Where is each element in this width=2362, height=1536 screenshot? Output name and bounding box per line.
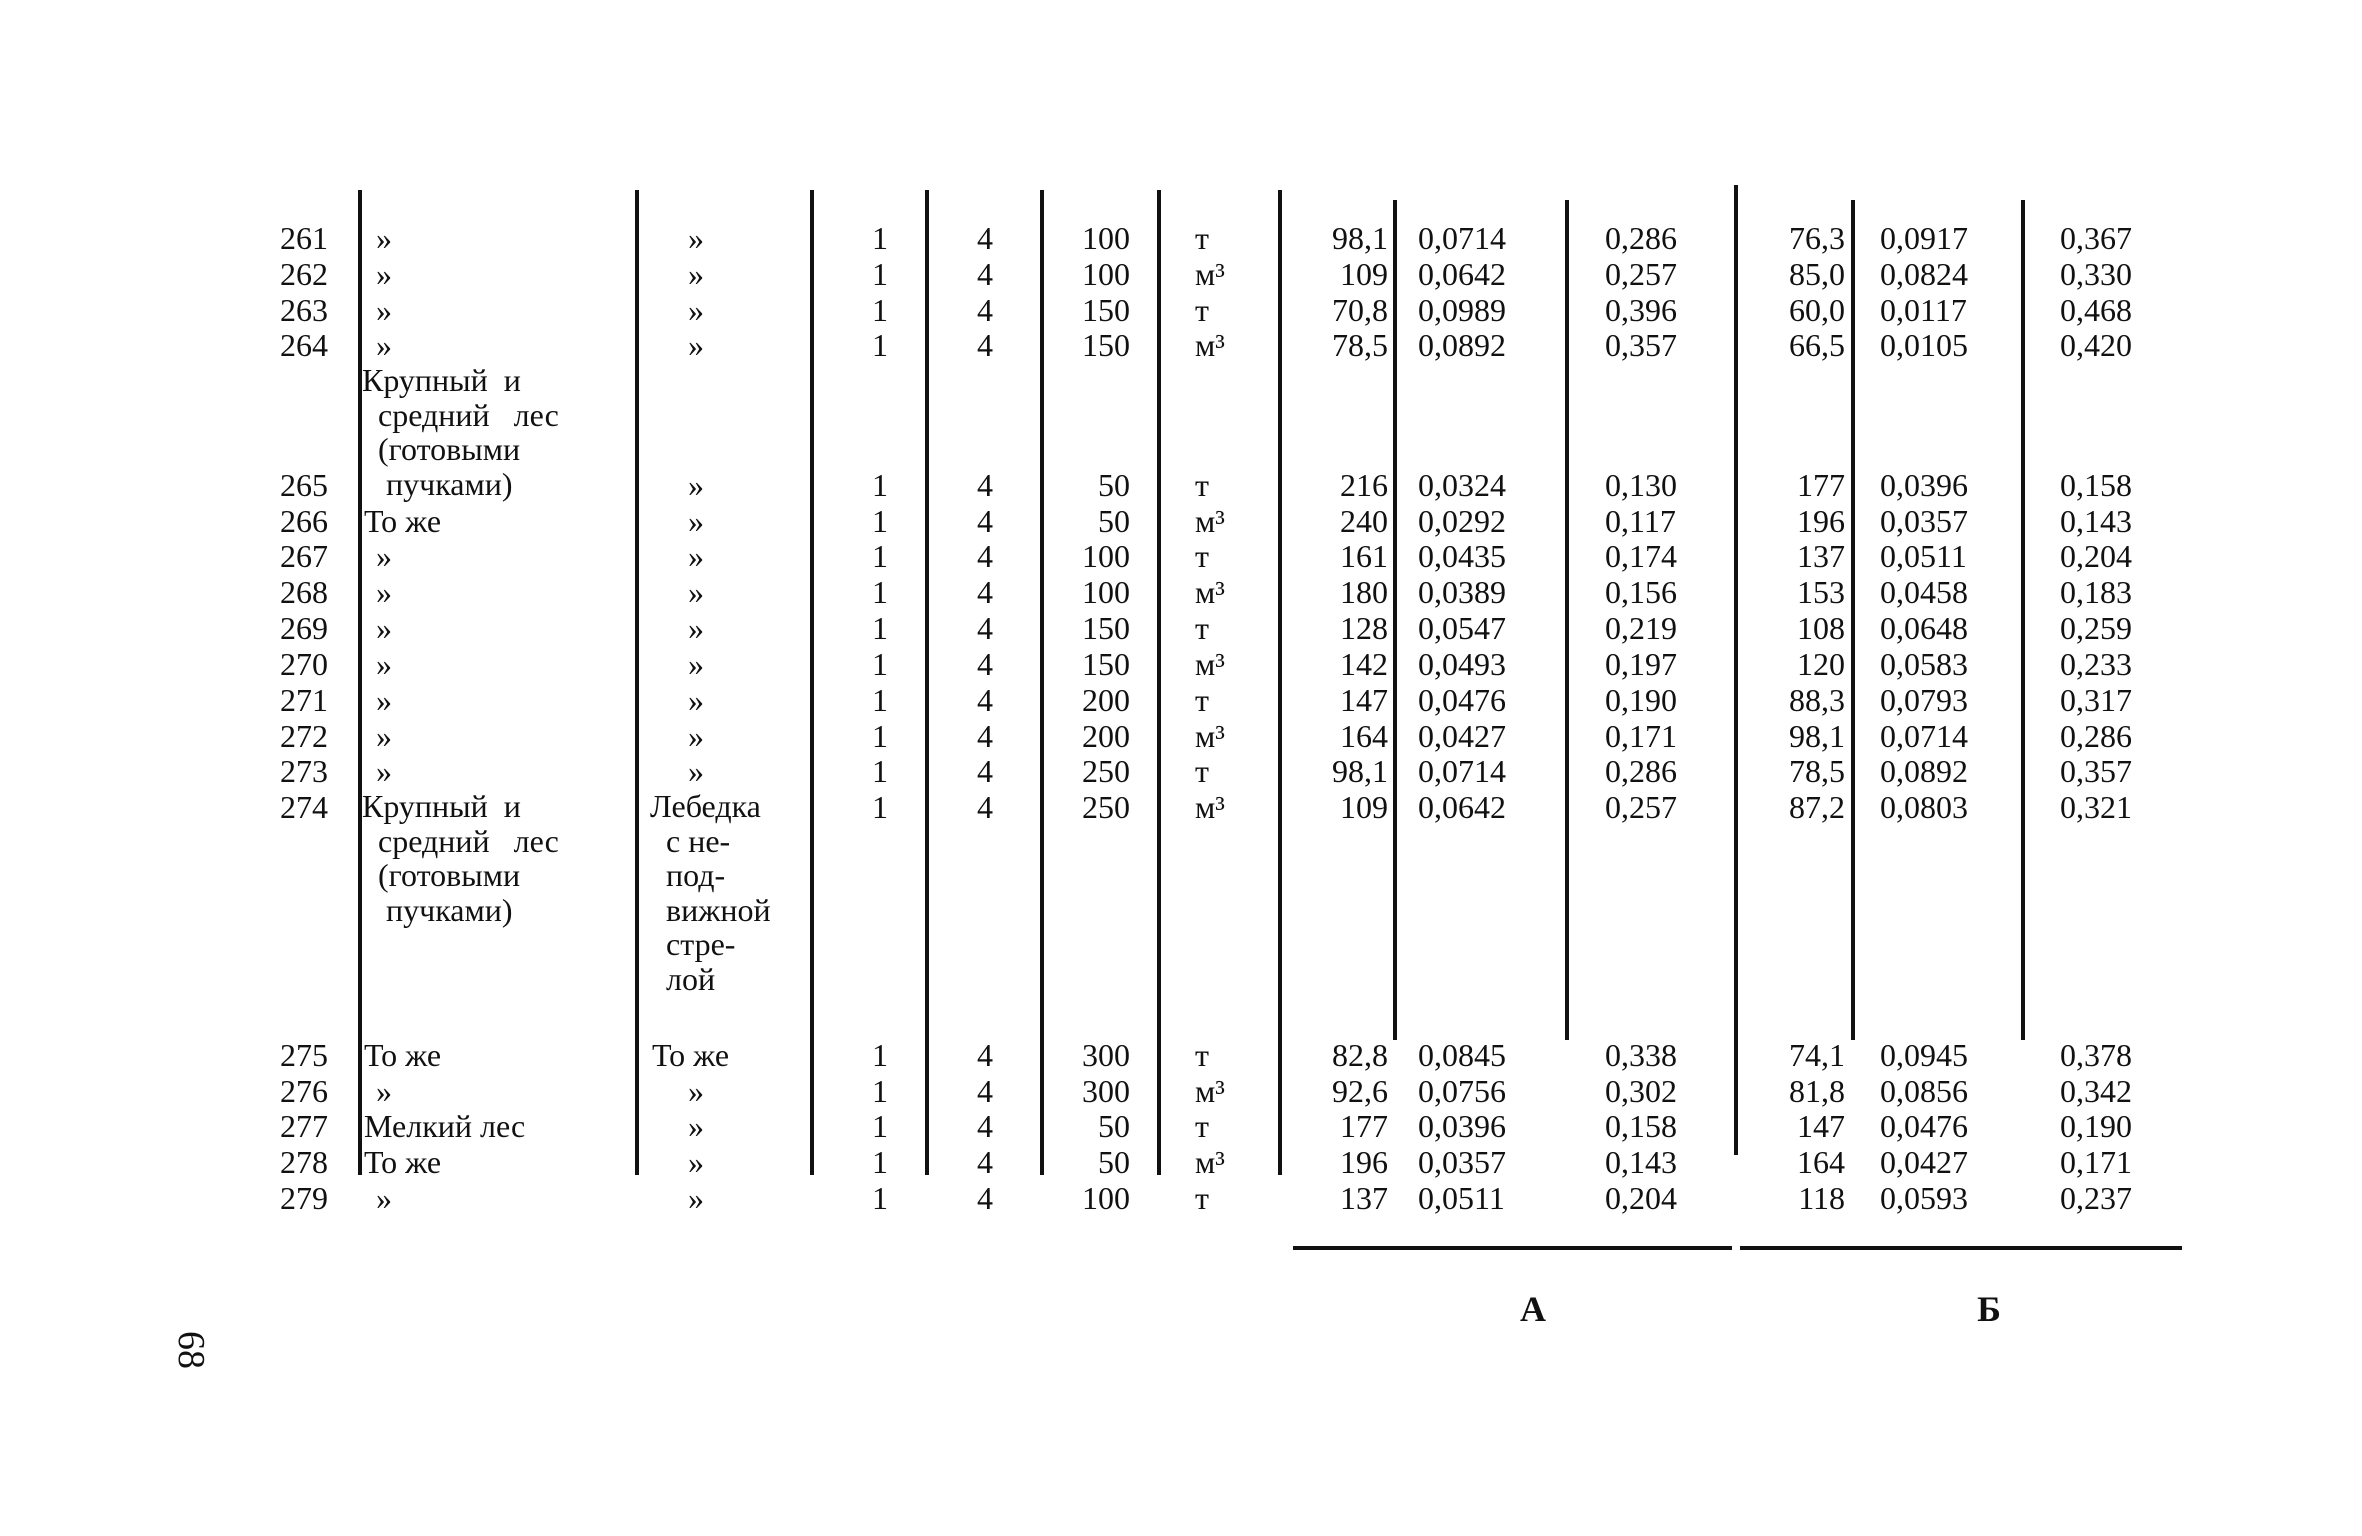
- col-2-value: 4: [977, 682, 993, 718]
- a-col-3-value: 0,204: [1605, 1180, 1677, 1216]
- mechanism-name: »: [688, 1073, 704, 1109]
- mechanism-name: »: [688, 256, 704, 292]
- material-name: »: [376, 574, 392, 610]
- row-number: 267: [280, 538, 328, 574]
- a-col-3-value: 0,357: [1605, 327, 1677, 363]
- footer-label-b: Б: [1977, 1289, 2001, 1329]
- a-col-1-value: 147: [1340, 682, 1388, 718]
- unit-value: т: [1195, 753, 1209, 789]
- b-col-3-value: 0,378: [2060, 1037, 2132, 1073]
- a-col-1-value: 161: [1340, 538, 1388, 574]
- material-name: »: [376, 682, 392, 718]
- column-rule: [1278, 190, 1282, 1175]
- material-name: »: [376, 256, 392, 292]
- footer-rule: [1293, 1246, 1732, 1250]
- unit-value: м³: [1195, 574, 1225, 610]
- b-col-1-value: 85,0: [1789, 256, 1845, 292]
- material-name: То же: [364, 503, 442, 539]
- mechanism-name: »: [688, 1144, 704, 1180]
- material-name: »: [376, 718, 392, 754]
- col-3-value: 100: [1082, 538, 1130, 574]
- b-col-2-value: 0,0593: [1880, 1180, 1968, 1216]
- b-col-3-value: 0,259: [2060, 610, 2132, 646]
- mechanism-name: »: [688, 327, 704, 363]
- col-3-value: 250: [1082, 789, 1130, 825]
- column-rule: [810, 190, 814, 1175]
- a-col-2-value: 0,0476: [1418, 682, 1506, 718]
- b-col-2-value: 0,0357: [1880, 503, 1968, 539]
- a-col-3-value: 0,174: [1605, 538, 1677, 574]
- col-1-value: 1: [872, 1073, 888, 1109]
- mechanism-name: »: [688, 718, 704, 754]
- a-col-3-value: 0,171: [1605, 718, 1677, 754]
- a-col-3-value: 0,257: [1605, 789, 1677, 825]
- column-rule: [1851, 200, 1855, 1040]
- col-1-value: 1: [872, 503, 888, 539]
- a-col-3-value: 0,338: [1605, 1037, 1677, 1073]
- unit-value: т: [1195, 1108, 1209, 1144]
- a-col-1-value: 78,5: [1332, 327, 1388, 363]
- a-col-3-value: 0,197: [1605, 646, 1677, 682]
- a-col-2-value: 0,0357: [1418, 1144, 1506, 1180]
- unit-value: м³: [1195, 503, 1225, 539]
- material-name: »: [376, 292, 392, 328]
- col-3-value: 100: [1082, 1180, 1130, 1216]
- b-col-1-value: 108: [1797, 610, 1845, 646]
- material-name: Мелкий лес: [364, 1108, 526, 1144]
- b-col-1-value: 147: [1797, 1108, 1845, 1144]
- a-col-2-value: 0,0642: [1418, 789, 1506, 825]
- column-rule: [2021, 200, 2025, 1040]
- mechanism-name: »: [688, 220, 704, 256]
- unit-value: т: [1195, 292, 1209, 328]
- a-col-1-value: 98,1: [1332, 753, 1388, 789]
- a-col-2-value: 0,0493: [1418, 646, 1506, 682]
- a-col-1-value: 240: [1340, 503, 1388, 539]
- col-1-value: 1: [872, 256, 888, 292]
- row-number: 274: [280, 789, 328, 825]
- b-col-1-value: 88,3: [1789, 682, 1845, 718]
- a-col-1-value: 98,1: [1332, 220, 1388, 256]
- b-col-2-value: 0,0648: [1880, 610, 1968, 646]
- row-number: 264: [280, 327, 328, 363]
- unit-value: м³: [1195, 1144, 1225, 1180]
- b-col-2-value: 0,0105: [1880, 327, 1968, 363]
- a-col-1-value: 137: [1340, 1180, 1388, 1216]
- unit-value: м³: [1195, 256, 1225, 292]
- a-col-3-value: 0,257: [1605, 256, 1677, 292]
- mechanism-name: »: [688, 753, 704, 789]
- col-3-value: 150: [1082, 292, 1130, 328]
- col-3-value: 150: [1082, 610, 1130, 646]
- b-col-1-value: 196: [1797, 503, 1845, 539]
- mechanism-name: »: [688, 1180, 704, 1216]
- col-2-value: 4: [977, 538, 993, 574]
- row-number: 279: [280, 1180, 328, 1216]
- column-rule: [1393, 200, 1397, 1040]
- col-2-value: 4: [977, 718, 993, 754]
- a-col-2-value: 0,0989: [1418, 292, 1506, 328]
- mechanism-name: »: [688, 682, 704, 718]
- column-rule: [635, 190, 639, 1175]
- b-col-1-value: 164: [1797, 1144, 1845, 1180]
- b-col-1-value: 78,5: [1789, 753, 1845, 789]
- b-col-1-value: 76,3: [1789, 220, 1845, 256]
- col-3-value: 200: [1082, 718, 1130, 754]
- b-col-2-value: 0,0583: [1880, 646, 1968, 682]
- material-name: »: [376, 753, 392, 789]
- a-col-3-value: 0,156: [1605, 574, 1677, 610]
- unit-value: т: [1195, 682, 1209, 718]
- b-col-3-value: 0,420: [2060, 327, 2132, 363]
- unit-value: м³: [1195, 646, 1225, 682]
- b-col-2-value: 0,0824: [1880, 256, 1968, 292]
- col-3-value: 200: [1082, 682, 1130, 718]
- a-col-2-value: 0,0892: [1418, 327, 1506, 363]
- b-col-2-value: 0,0714: [1880, 718, 1968, 754]
- b-col-1-value: 153: [1797, 574, 1845, 610]
- col-2-value: 4: [977, 292, 993, 328]
- mechanism-name: Лебедка с не- под- вижной стре- лой: [650, 788, 771, 997]
- col-2-value: 4: [977, 1073, 993, 1109]
- b-col-1-value: 60,0: [1789, 292, 1845, 328]
- col-1-value: 1: [872, 753, 888, 789]
- b-col-2-value: 0,0803: [1880, 789, 1968, 825]
- footer-label-a: А: [1520, 1289, 1546, 1329]
- column-rule: [925, 190, 929, 1175]
- row-number: 276: [280, 1073, 328, 1109]
- col-3-value: 50: [1098, 467, 1130, 503]
- b-col-3-value: 0,233: [2060, 646, 2132, 682]
- col-2-value: 4: [977, 503, 993, 539]
- b-col-1-value: 120: [1797, 646, 1845, 682]
- b-col-3-value: 0,468: [2060, 292, 2132, 328]
- b-col-3-value: 0,183: [2060, 574, 2132, 610]
- row-number: 268: [280, 574, 328, 610]
- col-1-value: 1: [872, 327, 888, 363]
- col-2-value: 4: [977, 220, 993, 256]
- b-col-2-value: 0,0117: [1880, 292, 1967, 328]
- b-col-3-value: 0,204: [2060, 538, 2132, 574]
- b-col-3-value: 0,321: [2060, 789, 2132, 825]
- mechanism-name: То же: [652, 1037, 730, 1073]
- col-3-value: 300: [1082, 1073, 1130, 1109]
- b-col-2-value: 0,0793: [1880, 682, 1968, 718]
- col-3-value: 100: [1082, 256, 1130, 292]
- b-col-3-value: 0,143: [2060, 503, 2132, 539]
- a-col-1-value: 216: [1340, 467, 1388, 503]
- col-2-value: 4: [977, 1108, 993, 1144]
- column-rule: [1734, 185, 1738, 1155]
- footer-rule: [1740, 1246, 2182, 1250]
- a-col-2-value: 0,0396: [1418, 1108, 1506, 1144]
- col-3-value: 300: [1082, 1037, 1130, 1073]
- col-2-value: 4: [977, 467, 993, 503]
- row-number: 265: [280, 467, 328, 503]
- b-col-2-value: 0,0476: [1880, 1108, 1968, 1144]
- material-name: »: [376, 327, 392, 363]
- b-col-2-value: 0,0511: [1880, 538, 1967, 574]
- a-col-2-value: 0,0324: [1418, 467, 1506, 503]
- b-col-2-value: 0,0892: [1880, 753, 1968, 789]
- col-2-value: 4: [977, 753, 993, 789]
- a-col-1-value: 180: [1340, 574, 1388, 610]
- a-col-3-value: 0,117: [1605, 503, 1676, 539]
- a-col-1-value: 196: [1340, 1144, 1388, 1180]
- col-2-value: 4: [977, 1180, 993, 1216]
- col-2-value: 4: [977, 574, 993, 610]
- material-name: Крупный и средний лес (готовыми пучками): [362, 788, 559, 928]
- unit-value: м³: [1195, 718, 1225, 754]
- mechanism-name: »: [688, 467, 704, 503]
- b-col-3-value: 0,317: [2060, 682, 2132, 718]
- b-col-1-value: 74,1: [1789, 1037, 1845, 1073]
- a-col-2-value: 0,0756: [1418, 1073, 1506, 1109]
- b-col-1-value: 66,5: [1789, 327, 1845, 363]
- a-col-3-value: 0,286: [1605, 753, 1677, 789]
- a-col-1-value: 164: [1340, 718, 1388, 754]
- b-col-3-value: 0,171: [2060, 1144, 2132, 1180]
- a-col-3-value: 0,190: [1605, 682, 1677, 718]
- a-col-2-value: 0,0714: [1418, 220, 1506, 256]
- row-number: 269: [280, 610, 328, 646]
- material-name: »: [376, 220, 392, 256]
- row-number: 270: [280, 646, 328, 682]
- column-rule: [1040, 190, 1044, 1175]
- col-1-value: 1: [872, 789, 888, 825]
- a-col-2-value: 0,0389: [1418, 574, 1506, 610]
- b-col-1-value: 81,8: [1789, 1073, 1845, 1109]
- a-col-1-value: 128: [1340, 610, 1388, 646]
- a-col-1-value: 82,8: [1332, 1037, 1388, 1073]
- col-3-value: 150: [1082, 646, 1130, 682]
- b-col-3-value: 0,330: [2060, 256, 2132, 292]
- col-2-value: 4: [977, 610, 993, 646]
- col-1-value: 1: [872, 1144, 888, 1180]
- a-col-1-value: 109: [1340, 789, 1388, 825]
- col-1-value: 1: [872, 467, 888, 503]
- a-col-3-value: 0,286: [1605, 220, 1677, 256]
- b-col-1-value: 177: [1797, 467, 1845, 503]
- unit-value: м³: [1195, 327, 1225, 363]
- unit-value: т: [1195, 220, 1209, 256]
- a-col-2-value: 0,0292: [1418, 503, 1506, 539]
- b-col-1-value: 118: [1798, 1180, 1845, 1216]
- col-1-value: 1: [872, 292, 888, 328]
- material-name: »: [376, 610, 392, 646]
- b-col-3-value: 0,286: [2060, 718, 2132, 754]
- row-number: 273: [280, 753, 328, 789]
- col-2-value: 4: [977, 327, 993, 363]
- col-2-value: 4: [977, 1144, 993, 1180]
- col-3-value: 100: [1082, 574, 1130, 610]
- b-col-2-value: 0,0458: [1880, 574, 1968, 610]
- col-1-value: 1: [872, 1037, 888, 1073]
- a-col-2-value: 0,0547: [1418, 610, 1506, 646]
- a-col-1-value: 177: [1340, 1108, 1388, 1144]
- b-col-2-value: 0,0945: [1880, 1037, 1968, 1073]
- material-name: То же: [364, 1144, 442, 1180]
- b-col-1-value: 87,2: [1789, 789, 1845, 825]
- b-col-2-value: 0,0917: [1880, 220, 1968, 256]
- a-col-1-value: 92,6: [1332, 1073, 1388, 1109]
- a-col-3-value: 0,130: [1605, 467, 1677, 503]
- b-col-3-value: 0,158: [2060, 467, 2132, 503]
- b-col-3-value: 0,342: [2060, 1073, 2132, 1109]
- col-3-value: 50: [1098, 503, 1130, 539]
- row-number: 261: [280, 220, 328, 256]
- row-number: 271: [280, 682, 328, 718]
- row-number: 263: [280, 292, 328, 328]
- a-col-2-value: 0,0845: [1418, 1037, 1506, 1073]
- col-1-value: 1: [872, 220, 888, 256]
- a-col-3-value: 0,143: [1605, 1144, 1677, 1180]
- col-1-value: 1: [872, 682, 888, 718]
- row-number: 275: [280, 1037, 328, 1073]
- col-2-value: 4: [977, 256, 993, 292]
- a-col-1-value: 70,8: [1332, 292, 1388, 328]
- mechanism-name: »: [688, 610, 704, 646]
- b-col-3-value: 0,237: [2060, 1180, 2132, 1216]
- column-rule: [1157, 190, 1161, 1175]
- b-col-3-value: 0,357: [2060, 753, 2132, 789]
- col-1-value: 1: [872, 1108, 888, 1144]
- a-col-2-value: 0,0642: [1418, 256, 1506, 292]
- material-name: »: [376, 1073, 392, 1109]
- material-name: »: [376, 646, 392, 682]
- row-number: 272: [280, 718, 328, 754]
- col-2-value: 4: [977, 789, 993, 825]
- col-2-value: 4: [977, 646, 993, 682]
- col-1-value: 1: [872, 574, 888, 610]
- mechanism-name: »: [688, 1108, 704, 1144]
- material-name: »: [376, 538, 392, 574]
- mechanism-name: »: [688, 503, 704, 539]
- a-col-3-value: 0,396: [1605, 292, 1677, 328]
- material-name: То же: [364, 1037, 442, 1073]
- b-col-1-value: 98,1: [1789, 718, 1845, 754]
- col-1-value: 1: [872, 718, 888, 754]
- a-col-1-value: 142: [1340, 646, 1388, 682]
- unit-value: т: [1195, 538, 1209, 574]
- col-3-value: 50: [1098, 1144, 1130, 1180]
- unit-value: т: [1195, 1180, 1209, 1216]
- column-rule: [1565, 200, 1569, 1040]
- row-number: 278: [280, 1144, 328, 1180]
- unit-value: т: [1195, 467, 1209, 503]
- material-name: »: [376, 1180, 392, 1216]
- b-col-2-value: 0,0856: [1880, 1073, 1968, 1109]
- mechanism-name: »: [688, 538, 704, 574]
- page-number: 68: [170, 1331, 212, 1369]
- mechanism-name: »: [688, 646, 704, 682]
- row-number: 266: [280, 503, 328, 539]
- column-rule: [358, 190, 362, 1175]
- col-3-value: 100: [1082, 220, 1130, 256]
- unit-value: т: [1195, 610, 1209, 646]
- b-col-2-value: 0,0427: [1880, 1144, 1968, 1180]
- row-number: 277: [280, 1108, 328, 1144]
- material-name: Крупный и средний лес (готовыми пучками): [362, 362, 559, 502]
- mechanism-name: »: [688, 292, 704, 328]
- col-1-value: 1: [872, 1180, 888, 1216]
- col-1-value: 1: [872, 538, 888, 574]
- a-col-1-value: 109: [1340, 256, 1388, 292]
- col-3-value: 50: [1098, 1108, 1130, 1144]
- row-number: 262: [280, 256, 328, 292]
- col-1-value: 1: [872, 610, 888, 646]
- a-col-2-value: 0,0714: [1418, 753, 1506, 789]
- a-col-3-value: 0,158: [1605, 1108, 1677, 1144]
- a-col-2-value: 0,0427: [1418, 718, 1506, 754]
- col-2-value: 4: [977, 1037, 993, 1073]
- b-col-3-value: 0,367: [2060, 220, 2132, 256]
- a-col-3-value: 0,302: [1605, 1073, 1677, 1109]
- col-3-value: 150: [1082, 327, 1130, 363]
- mechanism-name: »: [688, 574, 704, 610]
- col-1-value: 1: [872, 646, 888, 682]
- b-col-1-value: 137: [1797, 538, 1845, 574]
- a-col-3-value: 0,219: [1605, 610, 1677, 646]
- a-col-2-value: 0,0511: [1418, 1180, 1505, 1216]
- unit-value: м³: [1195, 789, 1225, 825]
- col-3-value: 250: [1082, 753, 1130, 789]
- unit-value: м³: [1195, 1073, 1225, 1109]
- b-col-2-value: 0,0396: [1880, 467, 1968, 503]
- unit-value: т: [1195, 1037, 1209, 1073]
- a-col-2-value: 0,0435: [1418, 538, 1506, 574]
- b-col-3-value: 0,190: [2060, 1108, 2132, 1144]
